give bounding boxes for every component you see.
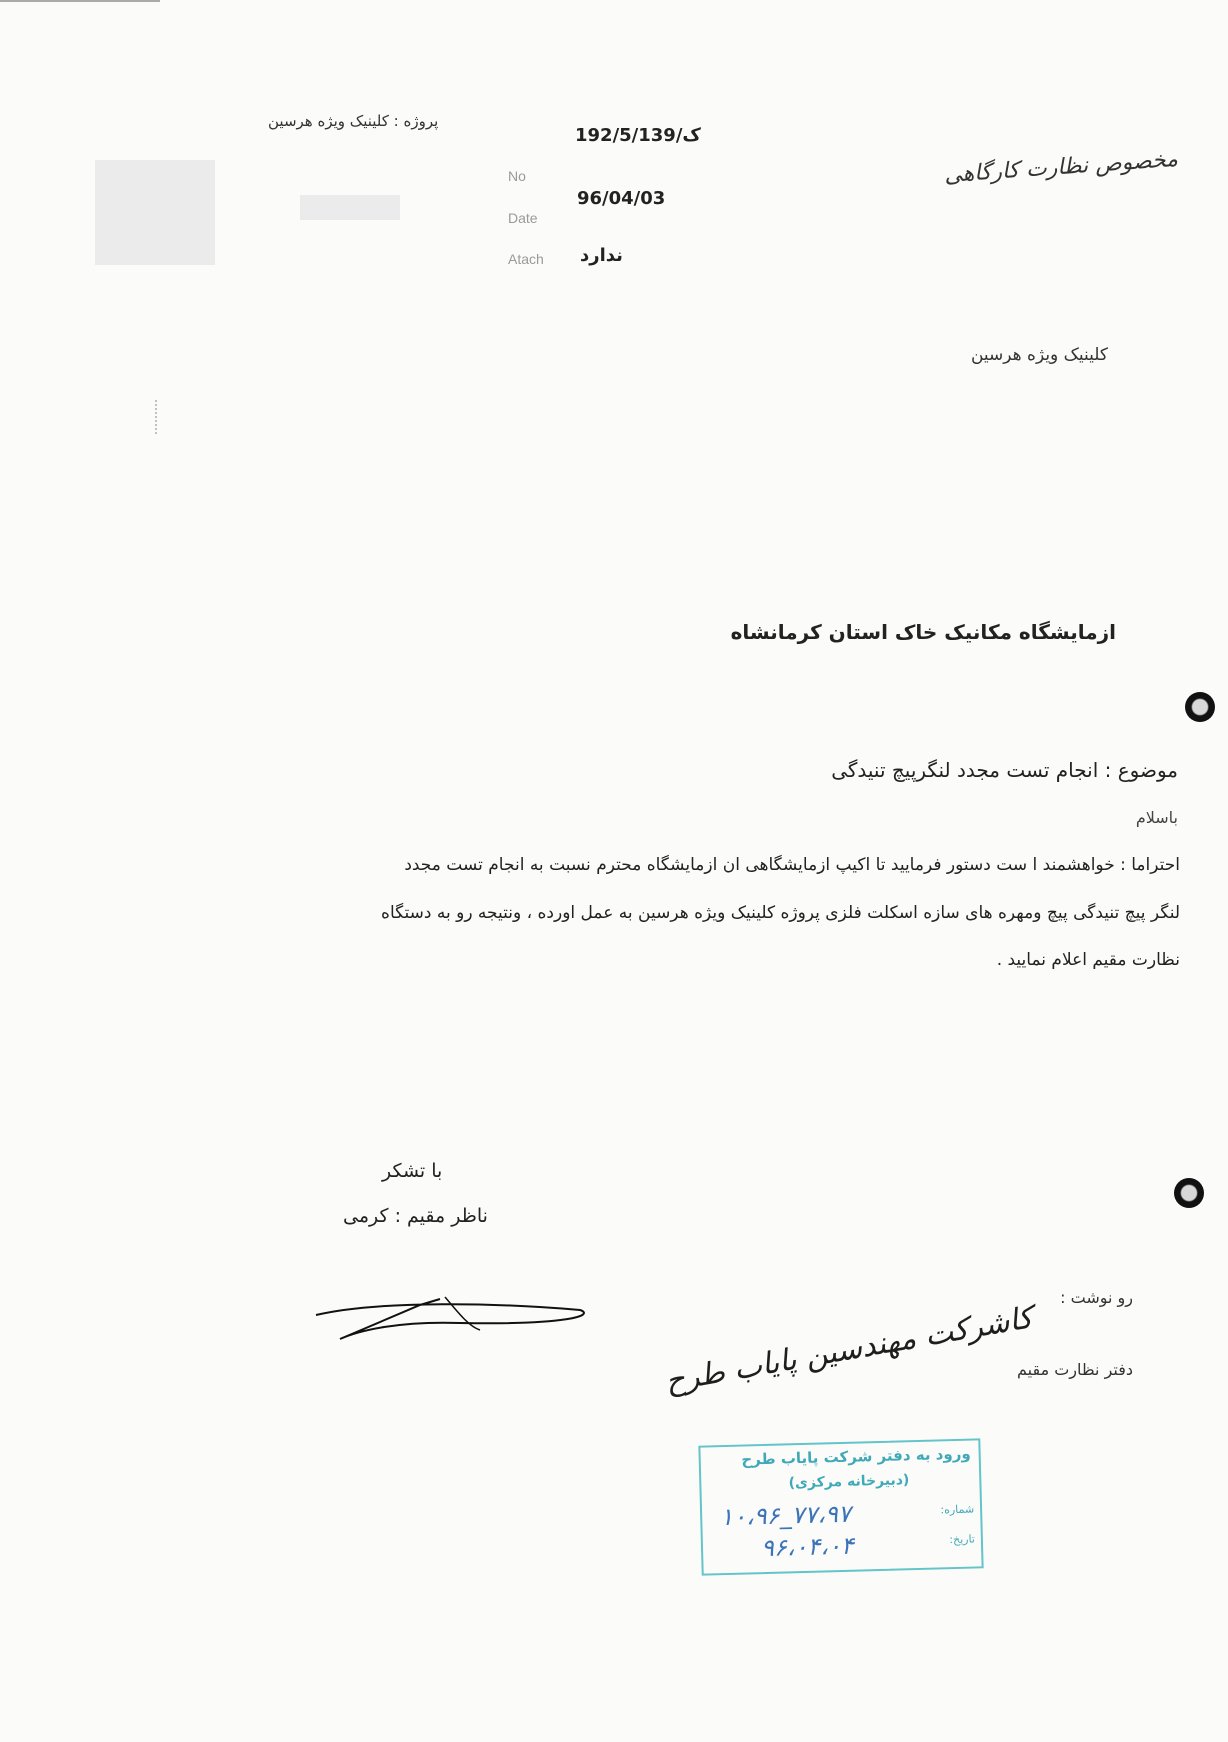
body-line: احتراما : خواهشمند ا ست دستور فرمایید تا اکیپ ازمایشگاهی ان ازمایشگاه محترم نسبت به انجام تست مجدد <box>404 855 1180 875</box>
faded-logo-area <box>95 160 215 265</box>
punch-hole <box>1185 692 1215 722</box>
subject-line: موضوع : انجام تست مجدد لنگرپیچ تنیدگی <box>831 758 1178 782</box>
attach-label: Atach <box>508 251 544 267</box>
faded-text-area <box>300 195 400 220</box>
inspector-name: ناظر مقیم : کرمی <box>343 1205 488 1227</box>
scan-dots <box>155 400 157 434</box>
punch-hole <box>1174 1178 1204 1208</box>
stamp-line-2: (دبیرخانه مرکزی) <box>788 1472 910 1492</box>
stamp-number-label: شماره: <box>940 1502 975 1517</box>
recipient: ازمایشگاه مکانیک خاک استان کرمانشاه <box>730 620 1116 644</box>
body-line: نظارت مقیم اعلام نمایید . <box>996 950 1180 970</box>
clinic-name: کلینیک ویژه هرسین <box>970 345 1108 365</box>
stamp-line-1: ورود به دفتر شرکت پایاب طرح <box>741 1444 971 1469</box>
closing: با تشکر <box>382 1160 443 1182</box>
stamp-number-value: ۱۰،۹۶_۷۷،۹۷ <box>719 1499 852 1532</box>
letter-number: 192/5/ک/139 <box>575 125 701 146</box>
classification-handwritten: مخصوص نظارت کارگاهی <box>943 146 1179 189</box>
cc-handwritten: کاشرکت مهندسین پایاب طرح <box>662 1300 1036 1400</box>
stamp-date-value: ۹۶،۰۴،۰۴ <box>760 1531 855 1563</box>
salutation: باسلام <box>1135 808 1178 827</box>
stamp-date-label: تاریخ: <box>949 1532 976 1547</box>
no-label: No <box>508 168 526 184</box>
date-label: Date <box>508 210 538 226</box>
top-edge-line <box>0 0 160 2</box>
received-stamp <box>698 1438 983 1575</box>
project-line: پروژه : کلینیک ویژه هرسین <box>268 112 439 130</box>
body-line: لنگر پیچ تنیدگی پیچ ومهره های سازه اسکلت فلزی پروژه کلینیک ویژه هرسین به عمل اورده ، ونتیجه رو به دستگاه <box>381 903 1180 923</box>
letter-attachment: ندارد <box>580 245 623 266</box>
cc-label: رو نوشت : <box>1060 1288 1133 1307</box>
inspector-signature <box>310 1285 590 1345</box>
cc-office: دفتر نظارت مقیم <box>1017 1360 1133 1379</box>
letter-date: 96/04/03 <box>577 188 666 209</box>
